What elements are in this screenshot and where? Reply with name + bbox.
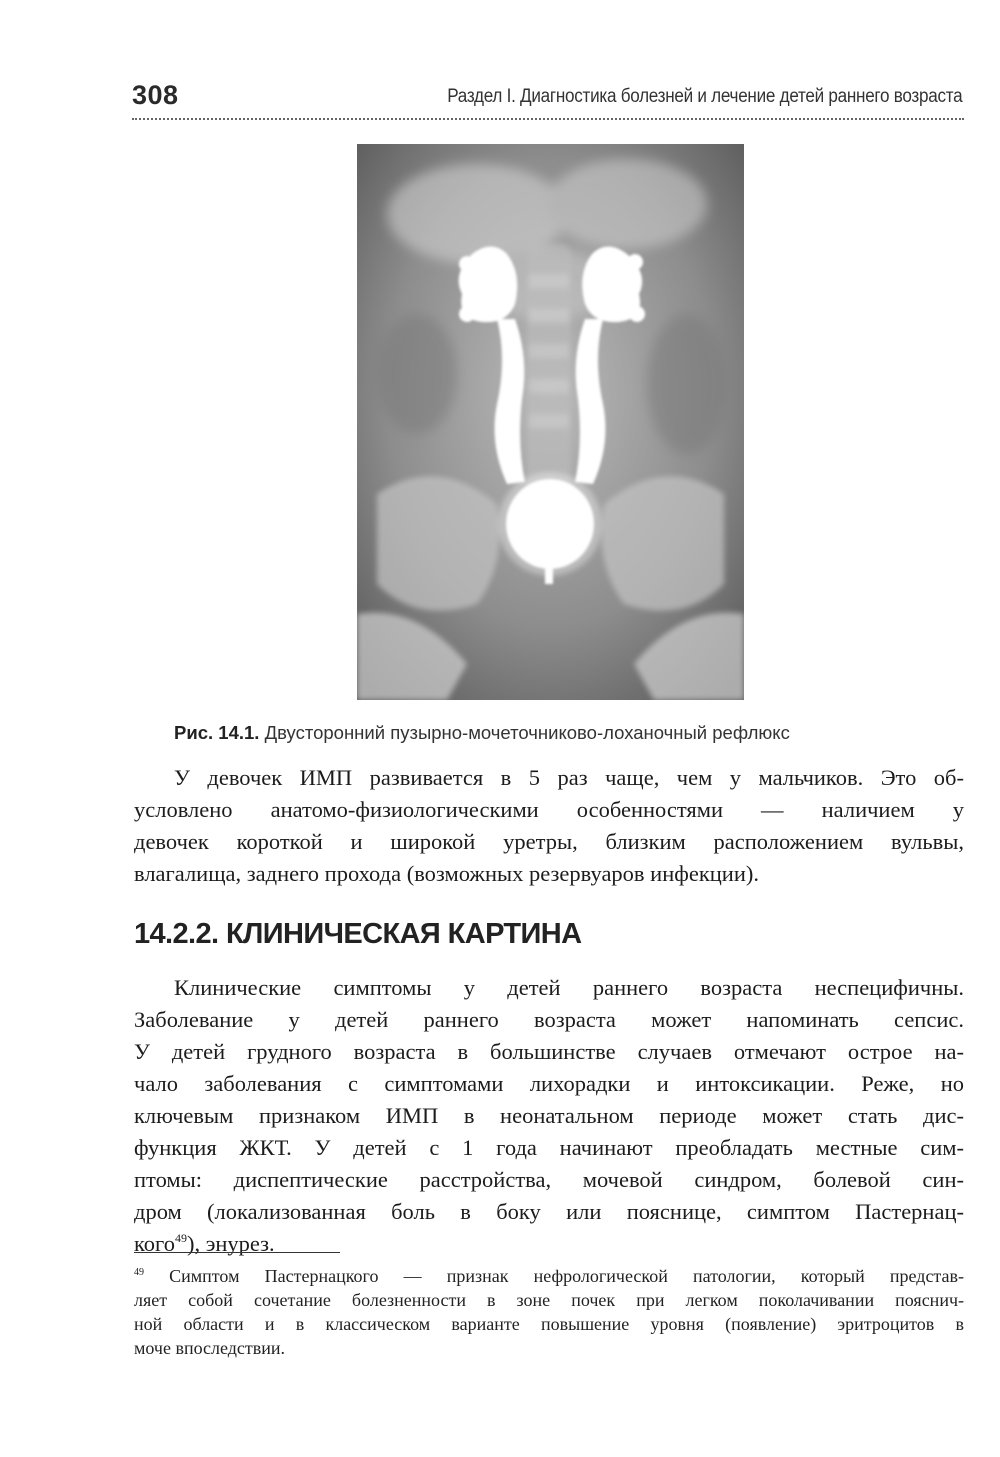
header-dotted-rule	[132, 118, 964, 120]
paragraph-line: функция ЖКТ. У детей с 1 года начинают преобладать местные сим-	[134, 1135, 964, 1160]
footnote-line: ной области и в классическом варианте повышение уровня (появление) эритроцитов в	[134, 1314, 964, 1334]
xray-figure	[357, 144, 744, 700]
text-segment: ), энурез.	[186, 1231, 275, 1256]
xray-image	[357, 144, 744, 700]
footnote-separator	[134, 1252, 340, 1253]
figure-caption	[174, 722, 964, 744]
footnote-number: 49	[134, 1267, 144, 1278]
paragraph-line: У девочек ИМП развивается в 5 раз чаще, чем у мальчиков. Это об-	[174, 765, 964, 790]
paragraph-line: девочек короткой и широкой уретры, близким расположением вульвы,	[134, 829, 964, 854]
paragraph-line: чало заболевания с симптомами лихорадки и интоксикации. Реже, но	[134, 1071, 964, 1096]
footnote-line: ляет собой сочетание болезненности в зоне почек при легком поколачивании пояснич-	[134, 1290, 964, 1310]
paragraph-line: Клинические симптомы у детей раннего возраста неспецифичны.	[174, 975, 964, 1000]
text-segment: кого	[134, 1231, 175, 1256]
section-heading: 14.2.2. КЛИНИЧЕСКАЯ КАРТИНА	[134, 918, 582, 950]
running-head: Раздел I. Диагностика болезней и лечение детей раннего возраста	[446, 86, 962, 107]
footnote	[134, 1264, 964, 1360]
paragraph-line: ключевым признаком ИМП в неонатальном периоде может стать дис-	[134, 1103, 964, 1128]
footnote-line: моче впоследствии.	[134, 1338, 286, 1358]
figure-caption-label: Рис. 14.1.	[174, 722, 260, 743]
paragraph-line: птомы: диспептические расстройства, мочевой синдром, болевой син-	[134, 1167, 964, 1192]
figure-caption-text: Двусторонний пузырно-мочеточниково-лоханочный рефлюкс	[259, 722, 790, 743]
paragraph-line: У детей грудного возраста в большинстве случаев отмечают острое на-	[134, 1039, 964, 1064]
footnote-reference[interactable]: 49	[174, 1231, 187, 1245]
paragraph-line: условлено анатомо-физиологическими особенностями — наличием у	[134, 797, 964, 822]
footnote-line	[134, 1264, 964, 1288]
paragraph-line: дром (локализованная боль в боку или пояснице, симптом Пастернац-	[134, 1199, 964, 1224]
text-segment: Симптом Пастернацкого — признак нефрологической патологии, который представ-	[144, 1266, 964, 1286]
paragraph-girls-imp	[134, 762, 964, 890]
paragraph-last-line	[134, 1228, 964, 1260]
page-number: 308	[132, 80, 179, 110]
paragraph-line: Заболевание у детей раннего возраста может напоминать сепсис.	[134, 1007, 964, 1032]
paragraph-line: влагалища, заднего прохода (возможных резервуаров инфекции).	[134, 861, 760, 886]
paragraph-clinical-picture	[134, 972, 964, 1260]
